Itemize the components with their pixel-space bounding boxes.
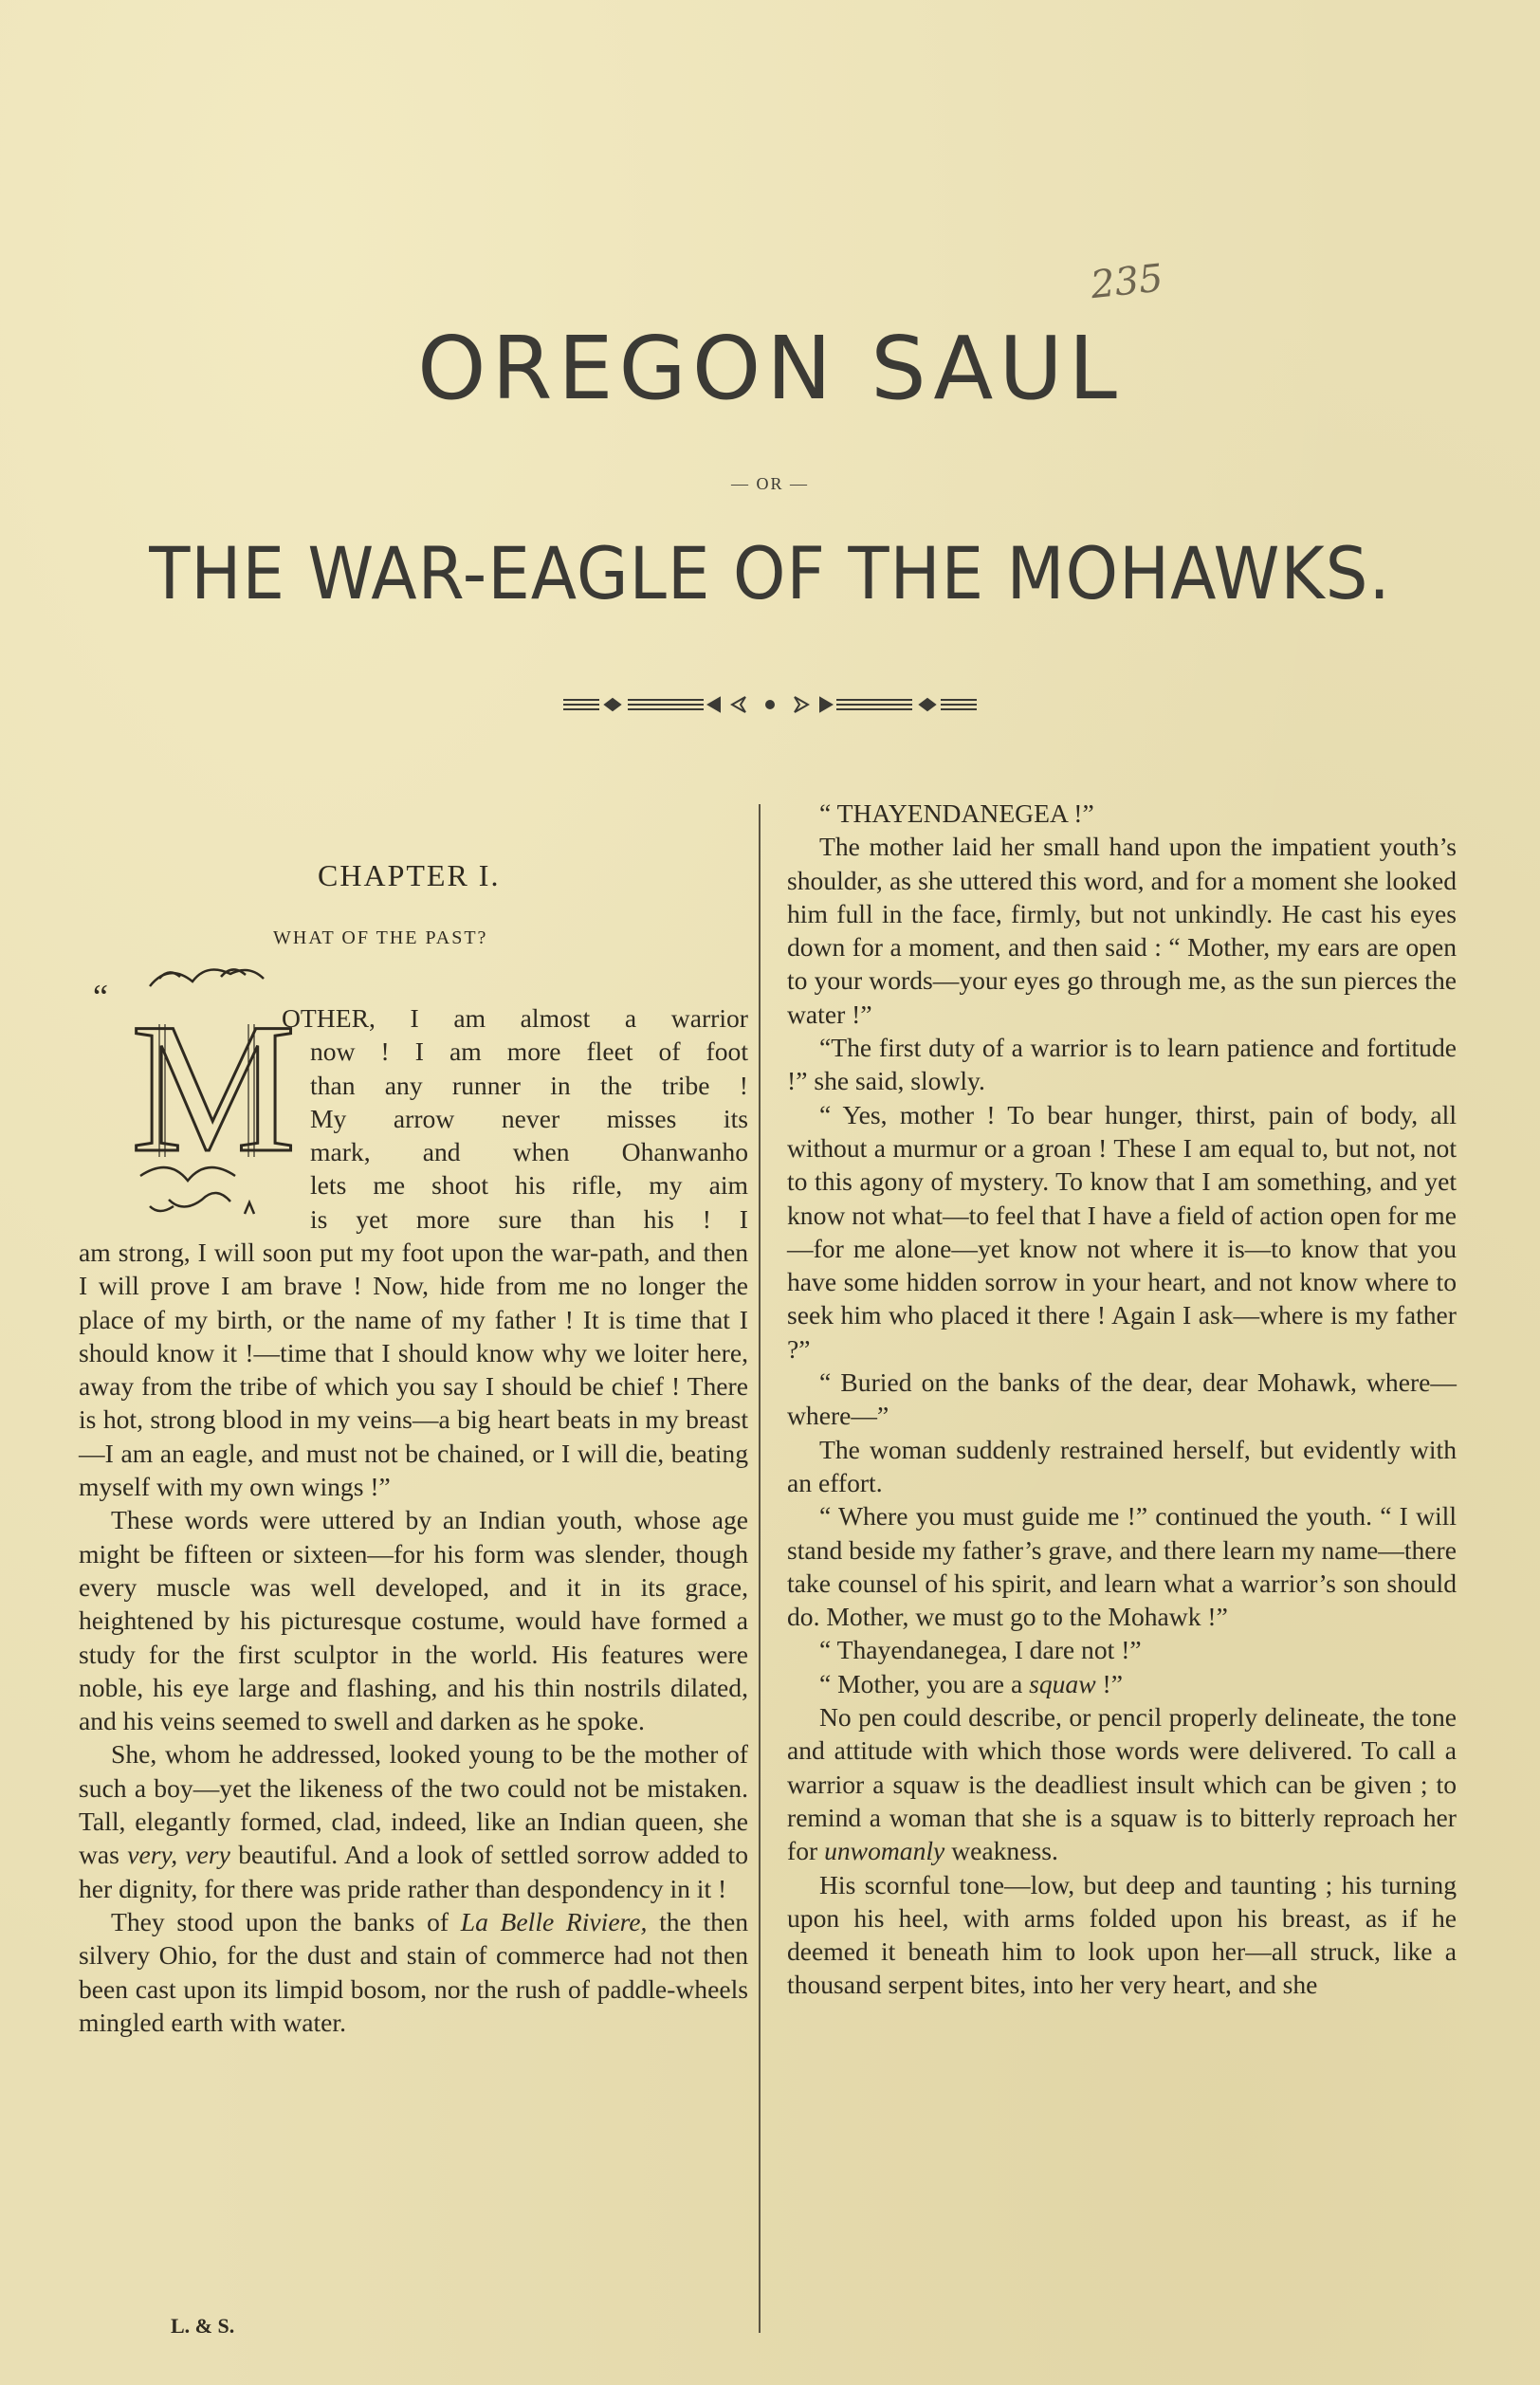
decorative-drop-cap [131, 958, 297, 1225]
opening-line: mark, and when Ohanwanho [310, 1137, 748, 1167]
left-column-body [79, 1236, 748, 2039]
paragraph: “The first duty of a warrior is to learn patience and fortitude !” she said, slowly. [787, 1033, 1457, 1096]
handwritten-page-number: 235 [1088, 256, 1165, 308]
paragraph: “ Yes, mother ! To bear hunger, thirst, pain of body, all without a murmur or a groan ! These I am equal to, but not, not to this agony of mystery. To know that I am something, and yet know not what—to feel that I have a field of action open for me—for me alone—yet know not where it is—to know that you have some hidden sorrow in your heart, and not know where to seek him who placed it there ! Again I ask—where is my father ?” [787, 1099, 1457, 1364]
paragraph: “ Mother, you are a squaw !” [819, 1668, 1123, 1698]
opening-line: than any runner in the tribe ! [310, 1070, 748, 1100]
printer-mark: L. & S. [171, 2314, 235, 2338]
drop-cap-letter: M [131, 985, 297, 1191]
right-column [787, 797, 1457, 2002]
opening-line: OTHER, I am almost a warrior [282, 1003, 748, 1033]
chapter-subheading: WHAT OF THE PAST? [273, 927, 488, 948]
paragraph: “ Thayendanegea, I dare not !” [819, 1635, 1142, 1665]
paragraph: She, whom he addressed, looked young to be the mother of such a boy—yet the likeness of the two could not be mistaken. Tall, elegantly formed, clad, indeed, like an Indian queen, she was very, very beautiful. And a look of settled sorrow added to her dignity, for there was pride rather than despondency in it ! [79, 1739, 748, 1903]
or-separator: — OR — [730, 474, 809, 493]
chapter-heading: CHAPTER I. [318, 858, 501, 892]
paragraph: They stood upon the banks of La Belle Riviere, the then silvery Ohio, for the dust and stain of commerce had not then been cast upon its limpid bosom, nor the rush of paddle-wheels mingled earth with water. [79, 1906, 748, 2037]
paragraph: “ Where you must guide me !” continued the youth. “ I will stand beside my father’s grave, and there learn my name—there take counsel of his spirit, and learn what a warrior’s son should do. Mother, we must go to the Mohawk !” [787, 1501, 1457, 1632]
column-divider [759, 804, 761, 2333]
paragraph: “ Buried on the banks of the dear, dear Mohawk, where—where—” [787, 1367, 1457, 1431]
opening-lines [282, 1001, 748, 1236]
paragraph: His scornful tone—low, but deep and taunting ; his turning upon his heel, with arms folded upon his breast, as if he deemed it beneath him to look upon her—all struck, like a thousand serpent bites, into her very heart, and she [787, 1869, 1457, 2000]
paragraph: These words were uttered by an Indian youth, whose age might be fifteen or sixteen—for his form was slender, though every muscle was well developed, and it in its grace, heightened by his picturesque costume, would have formed a study for the first sculptor in the world. His features were noble, his eye large and flashing, and his thin nostrils dilated, and his veins seemed to swell and darken as he spoke. [79, 1505, 748, 1736]
opening-quote: “ [93, 978, 108, 1016]
opening-line: My arrow never misses its [310, 1103, 748, 1133]
book-subtitle: THE WAR-EAGLE OF THE MOHAWKS. [149, 531, 1391, 615]
paragraph: No pen could describe, or pencil properly delineate, the tone and attitude with which those words were delivered. To call a warrior a squaw is the deadliest insult which can be given ; to remind a woman that she is a squaw is to bitterly reproach her for unwomanly weakness. [787, 1702, 1457, 1866]
opening-line: lets me shoot his rifle, my aim [310, 1170, 748, 1201]
paragraph: “ THAYENDANEGEA !” [819, 798, 1094, 828]
ornamental-divider-icon [561, 690, 979, 719]
paragraph: am strong, I will soon put my foot upon the war-path, and then I will prove I am brave ! Now, hide from me no longer the place of my birth, or the name of my father ! It is time that I should know it !—time that I should know why we loiter here, away from the tribe of which you say I should be chief ! There is hot, strong blood in my veins—a big heart beats in my breast—I am an eagle, and must not be chained, or I will die, beating myself with my own wings !” [79, 1238, 748, 1502]
paragraph: The mother laid her small hand upon the impatient youth’s shoulder, as she uttered this word, and for a moment she looked him full in the face, firmly, but not unkindly. He cast his eyes down for a moment, and then said : “ Mother, my ears are open to your words—your eyes go through me, as the sun pierces the water !” [787, 832, 1457, 1029]
book-title: OREGON SAUL [417, 318, 1123, 419]
opening-line: now ! I am more fleet of foot [310, 1037, 748, 1067]
paragraph: The woman suddenly restrained herself, but evidently with an effort. [787, 1434, 1457, 1497]
opening-line: is yet more sure than his ! I [310, 1203, 748, 1234]
